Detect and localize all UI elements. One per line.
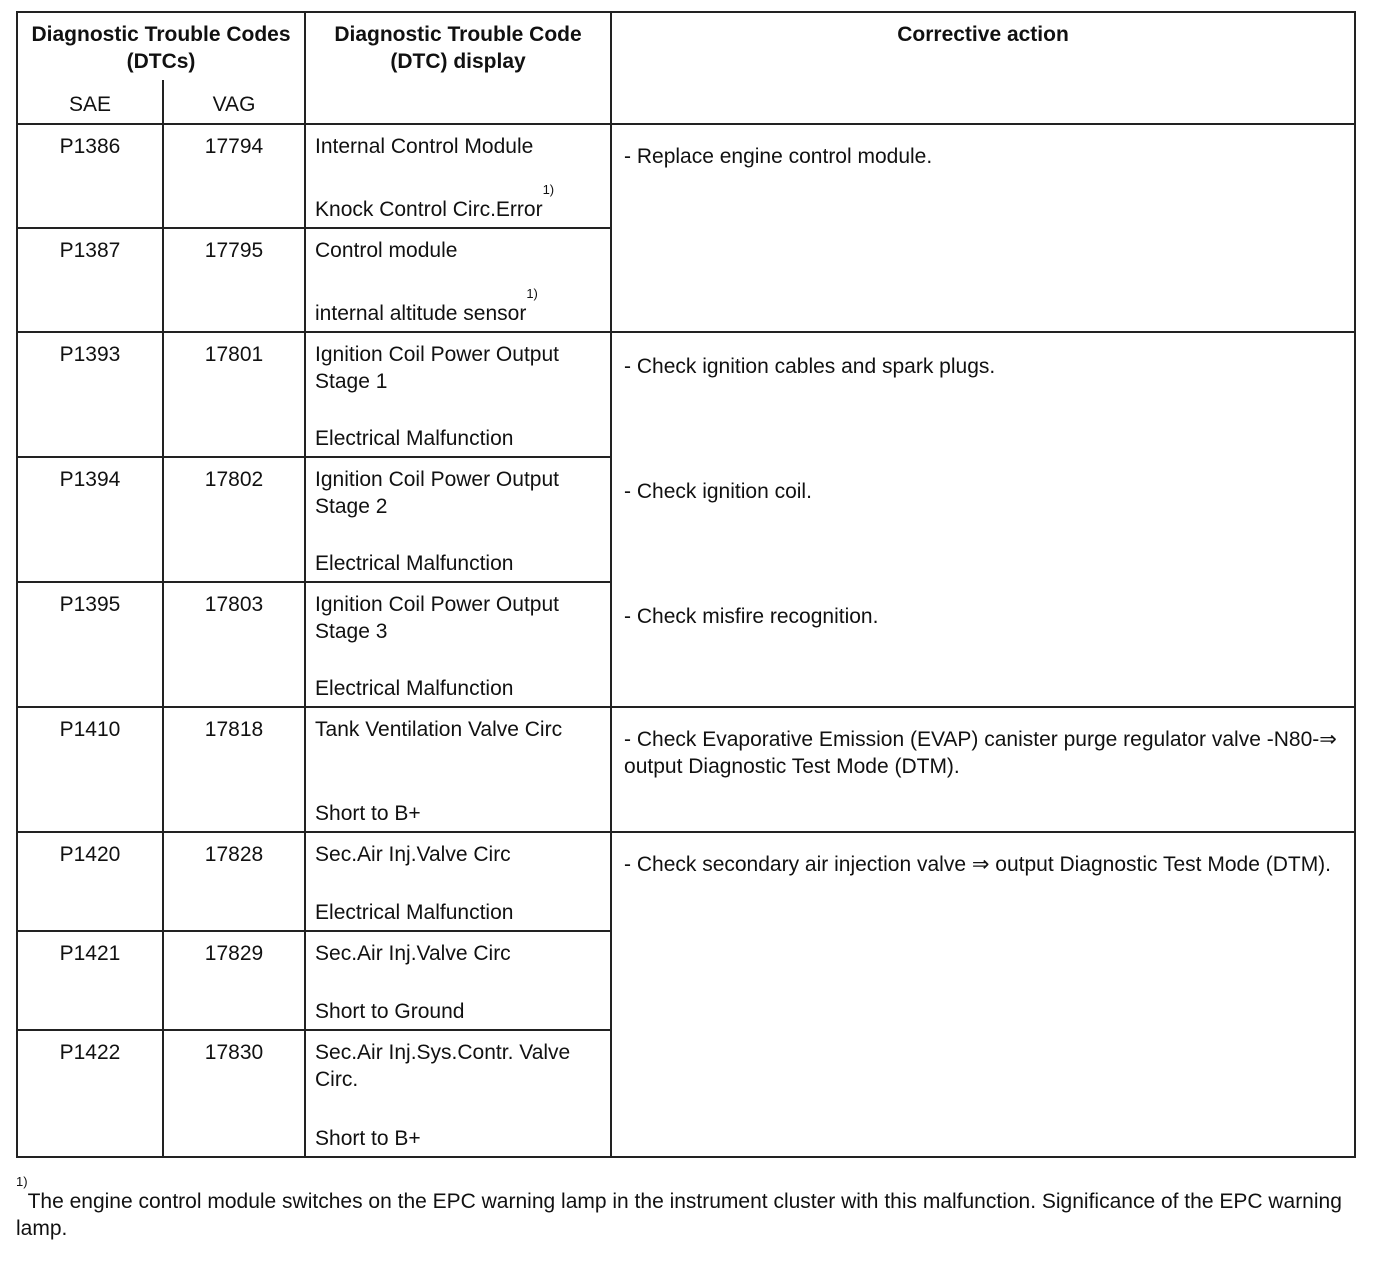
sae-code: P1387 xyxy=(17,228,163,332)
sae-code: P1421 xyxy=(17,931,163,1030)
dtc-line2: Electrical Malfunction xyxy=(315,427,514,450)
header-action: Corrective action xyxy=(611,12,1355,124)
sae-code: P1395 xyxy=(17,582,163,707)
dtc-line2: Short to Ground xyxy=(315,1000,465,1023)
footnote-mark: 1) xyxy=(16,1174,28,1189)
sae-code: P1422 xyxy=(17,1030,163,1157)
corrective-action: - Check ignition coil. xyxy=(624,480,812,503)
dtc-line2: Electrical Malfunction xyxy=(315,901,514,924)
sae-code: P1410 xyxy=(17,707,163,832)
corrective-action: - Check Evaporative Emission (EVAP) canister purge regulator valve -N80-⇒ output Diagnostic Test Mode (DTM). xyxy=(611,707,1355,832)
footnote-text: The engine control module switches on the EPC warning lamp in the instrument cluster with this malfunction. Significance of the EPC warning lamp. xyxy=(16,1190,1342,1240)
dtc-display xyxy=(305,707,611,832)
vag-code: 17803 xyxy=(163,582,305,707)
vag-code: 17794 xyxy=(163,124,305,228)
dtc-display xyxy=(305,931,611,1030)
header-vag: VAG xyxy=(163,80,305,124)
corrective-action: - Check ignition cables and spark plugs. xyxy=(624,355,996,378)
dtc-line1: Ignition Coil Power Output Stage 1 xyxy=(315,343,559,393)
dtc-line2: Short to B+ xyxy=(315,1127,421,1150)
dtc-line1: Sec.Air Inj.Valve Circ xyxy=(315,942,511,965)
dtc-line1: Sec.Air Inj.Sys.Contr. Valve Circ. xyxy=(315,1041,571,1091)
dtc-line1: Internal Control Module xyxy=(315,135,534,158)
footnote xyxy=(16,1174,1356,1242)
vag-code: 17818 xyxy=(163,707,305,832)
sae-code: P1386 xyxy=(17,124,163,228)
table-row xyxy=(17,124,1355,228)
dtc-display xyxy=(305,332,611,457)
footnote-mark: 1) xyxy=(526,286,538,301)
dtc-display xyxy=(305,124,611,228)
table-row xyxy=(17,707,1355,832)
dtc-line1: Control module xyxy=(315,239,458,262)
corrective-action: - Check secondary air injection valve ⇒ output Diagnostic Test Mode (DTM). xyxy=(611,832,1355,1157)
dtc-line2: Electrical Malfunction xyxy=(315,677,514,700)
dtc-line1: Ignition Coil Power Output Stage 2 xyxy=(315,468,559,518)
vag-code: 17801 xyxy=(163,332,305,457)
vag-code: 17830 xyxy=(163,1030,305,1157)
dtc-display xyxy=(305,228,611,332)
table-row xyxy=(17,332,1355,457)
dtc-line2: Electrical Malfunction xyxy=(315,552,514,575)
vag-code: 17828 xyxy=(163,832,305,931)
header-codes: Diagnostic Trouble Codes (DTCs) xyxy=(17,12,305,80)
dtc-display xyxy=(305,582,611,707)
sae-code: P1393 xyxy=(17,332,163,457)
sae-code: P1394 xyxy=(17,457,163,582)
dtc-display xyxy=(305,457,611,582)
dtc-display xyxy=(305,1030,611,1157)
dtc-display xyxy=(305,832,611,931)
vag-code: 17829 xyxy=(163,931,305,1030)
corrective-action: - Check misfire recognition. xyxy=(624,605,879,628)
vag-code: 17795 xyxy=(163,228,305,332)
header-sae: SAE xyxy=(17,80,163,124)
sae-code: P1420 xyxy=(17,832,163,931)
vag-code: 17802 xyxy=(163,457,305,582)
dtc-table xyxy=(16,11,1356,1158)
table-row xyxy=(17,832,1355,931)
corrective-action-group xyxy=(611,332,1355,707)
dtc-line1: Sec.Air Inj.Valve Circ xyxy=(315,843,511,866)
footnote-mark: 1) xyxy=(542,182,555,197)
dtc-line2: internal altitude sensor xyxy=(315,302,527,325)
dtc-line1: Ignition Coil Power Output Stage 3 xyxy=(315,593,559,643)
dtc-line1: Tank Ventilation Valve Circ xyxy=(315,718,563,741)
header-display: Diagnostic Trouble Code (DTC) display xyxy=(305,12,611,124)
corrective-action: - Replace engine control module. xyxy=(611,124,1355,332)
dtc-line2: Knock Control Circ.Error xyxy=(315,198,543,221)
dtc-line2: Short to B+ xyxy=(315,802,421,825)
